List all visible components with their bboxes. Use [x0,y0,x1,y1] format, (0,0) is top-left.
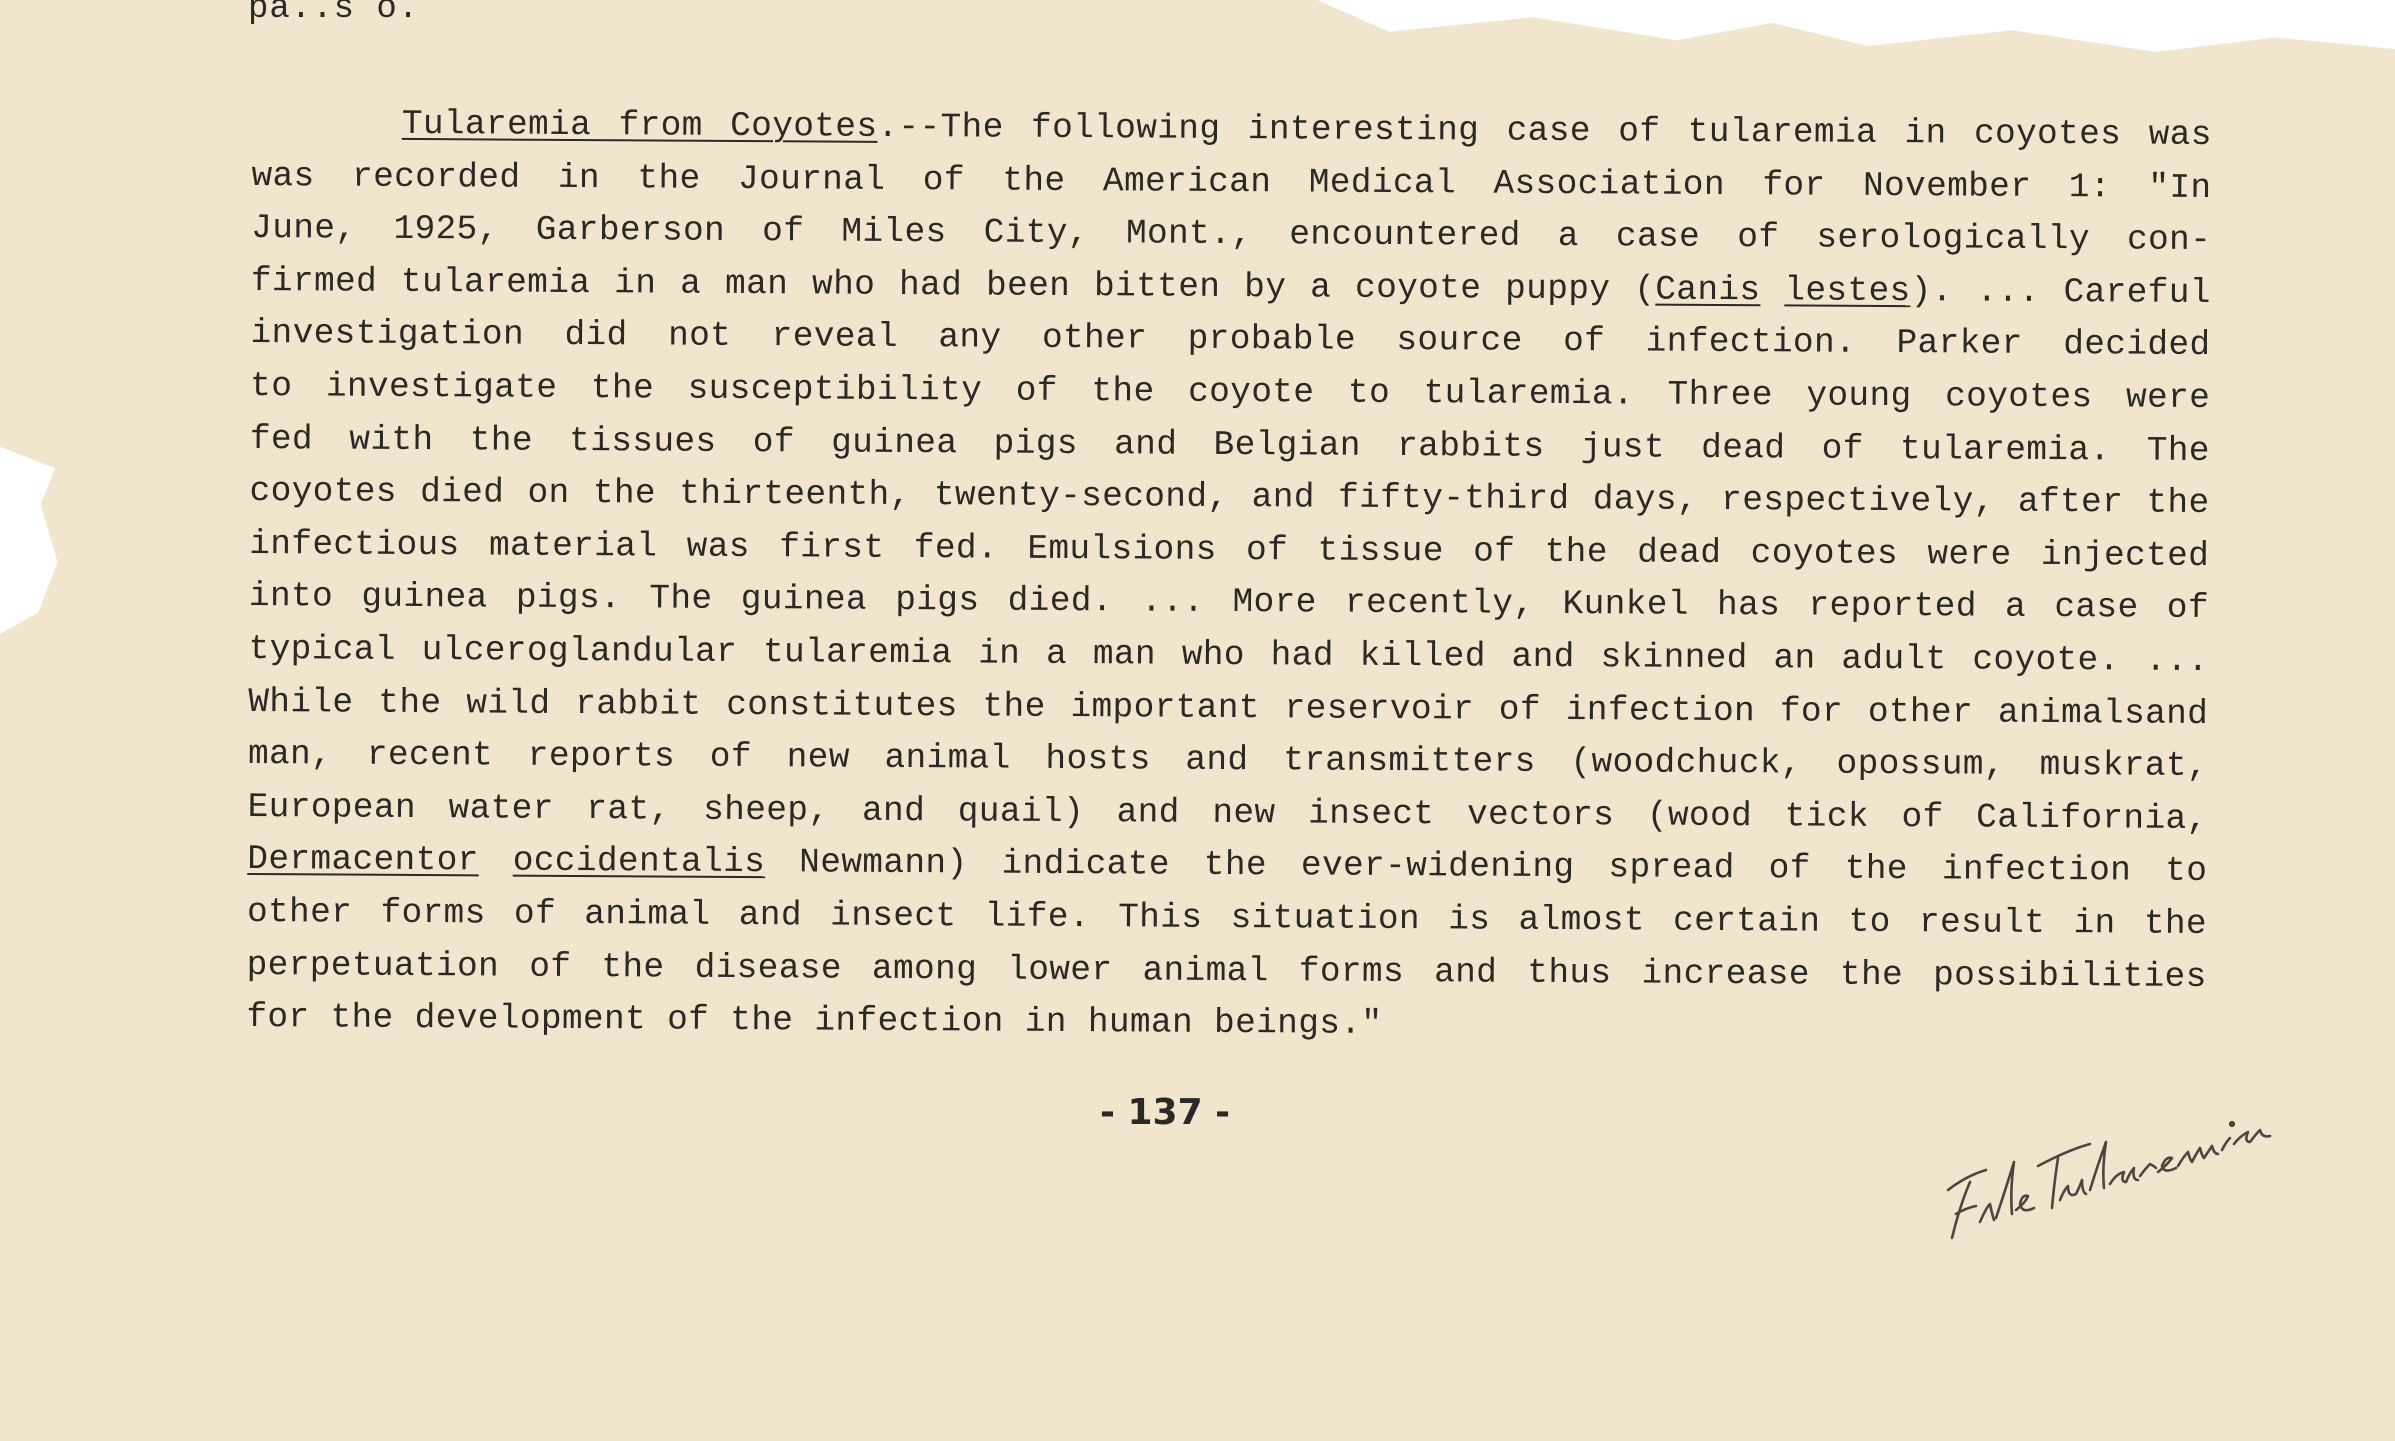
text-line: June, 1925, Garberson of Miles City, Mont., encountered a case of serologically con- [251,209,2212,261]
document-body [246,98,2212,1057]
text-line: was recorded in the Journal of the American Medical Association for November 1: "In [251,156,2212,208]
text-line: European water rat, sheep, and quail) and new insect vectors (wood tick of California, [247,787,2208,839]
text-line: to investigate the susceptibility of the coyote to tularemia. Three young coyotes were [250,366,2211,418]
text-line: typical ulceroglandular tularemia in a man who had killed and skinned an adult coyote. ... [248,629,2209,681]
species-genus: Canis [1655,270,1761,310]
page-number: - 137 - [1100,1092,1231,1133]
text-line: man, recent reports of new animal hosts and transmitters (woodchuck, opossum, muskrat, [247,735,2209,787]
text-line: firmed tularemia in a man who had been bitten by a coyote puppy (Canis lestes). ... Careful [250,261,2211,313]
text-line: Dermacentor occidentalis Newmann) indicate the ever-widening spread of the infection to [247,840,2208,892]
text-line: other forms of animal and insect life. This situation is almost certain to result in the [246,892,2208,944]
tick-species: occidentalis [512,841,766,883]
text-line: coyotes died on the thirteenth, twenty-second, and fifty-third days, respectively, after the [249,472,2210,524]
text-line: for the development of the infection in human beings." [246,998,1383,1045]
tick-genus: Dermacentor [247,840,479,881]
section-heading: Tularemia from Coyotes [401,104,878,147]
text-line: investigation did not reveal any other probable source of infection. Parker decided [250,314,2211,366]
text-line: into guinea pigs. The guinea pigs died. ... More recently, Kunkel has reported a case of [248,577,2210,629]
handwritten-note [1940,1110,2320,1260]
text-line: infectious material was first fed. Emulsions of tissue of the dead coyotes were injected [249,524,2210,576]
text-line: Tularemia from Coyotes.--The following interesting case of tularemia in coyotes was [401,104,2212,155]
text-line: While the wild rabbit constitutes the important reservoir of infection for other animalsand [248,682,2209,734]
text-line: fed with the tissues of guinea pigs and Belgian rabbits just dead of tularemia. The [249,419,2210,471]
species-epithet: lestes [1784,271,1911,311]
handwritten-note-drawing [1940,1110,2320,1260]
text-line: perpetuation of the disease among lower animal forms and thus increase the possibilities [246,945,2207,997]
top-fragment: pa..s o. [248,0,420,28]
